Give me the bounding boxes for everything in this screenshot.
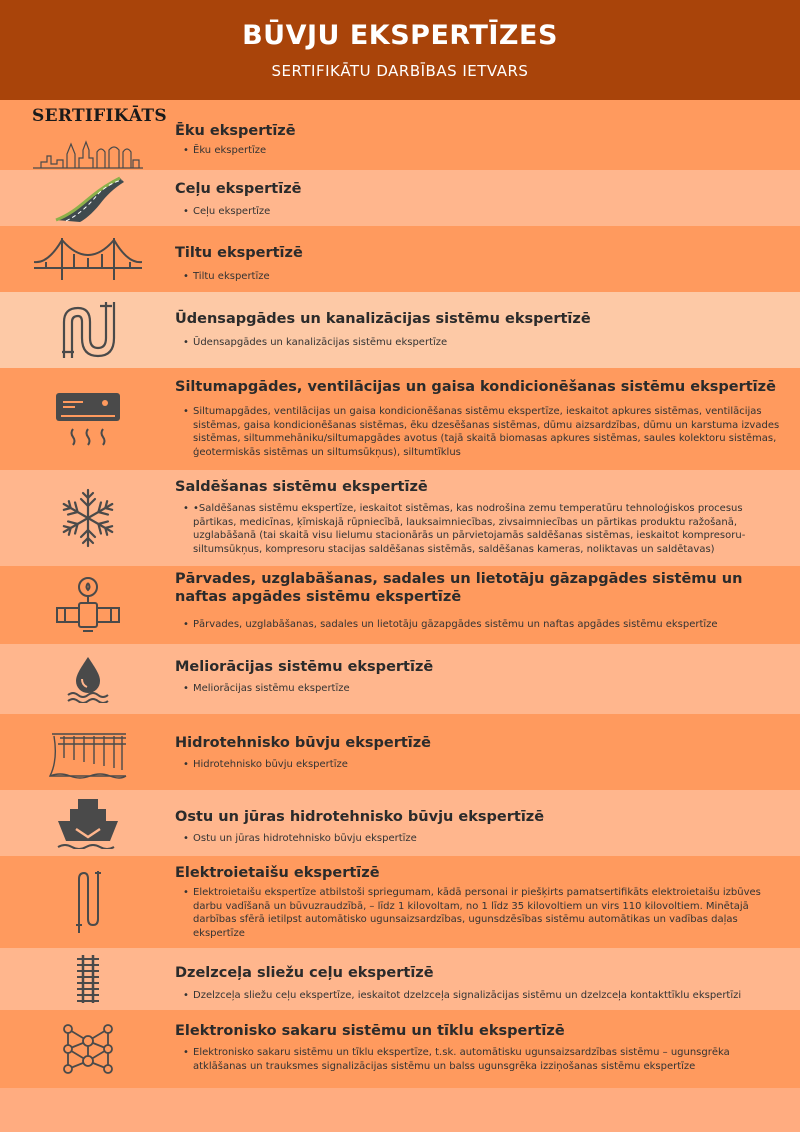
section-title: Dzelzceļa sliežu ceļu ekspertīzē	[175, 965, 434, 981]
section-title: Siltumapgādes, ventilācijas un gaisa kondicionēšanas sistēmu ekspertīzē	[175, 379, 776, 395]
section-text: • •Saldēšanas sistēmu ekspertīze, ieskaitot sistēmas, kas nodrošina zemu temperatūru tehnoloģiskos procesus pārtikas, medicīnas, ķīmiskajā rūpniecībā, lauksaimniecības, zivsaimniecības un pārtikas produktu ražošanā, uzglabāšanā (tai skaitā visu lielumu stacionārās un pārvietojamās saldēšanas sistēmas, ieskaitot kompresoru-siltumsūkņus, kompresoru stacijas saldēšanas sistēmās, saldēšanas kameras, noliktavas un saldētavas)	[183, 502, 784, 556]
section-row	[0, 856, 800, 948]
section-row	[0, 566, 800, 644]
section-row	[0, 226, 800, 292]
section-text: • Ēku ekspertīze	[183, 144, 784, 158]
air-conditioner-icon	[30, 368, 145, 470]
rail-track-icon	[30, 948, 145, 1010]
section-row	[0, 714, 800, 790]
section-title: Ēku ekspertīzē	[175, 123, 296, 139]
section-title: Elektroietaišu ekspertīzē	[175, 865, 380, 881]
section-row	[0, 170, 800, 226]
section-text: • Tiltu ekspertīze	[183, 270, 784, 284]
section-title: Pārvades, uzglabāšanas, sadales un lietotāju gāzapgādes sistēmu un naftas apgādes sistēmu ekspertīzē	[175, 571, 743, 605]
section-text: • Ceļu ekspertīze	[183, 205, 784, 219]
section-text: • Ūdensapgādes un kanalizācijas sistēmu ekspertīze	[183, 336, 784, 350]
section-title: Saldēšanas sistēmu ekspertīzē	[175, 479, 428, 495]
page-title: BŪVJU EKSPERTĪZES	[242, 20, 558, 51]
certificate-label: SERTIFIKĀTS	[32, 106, 167, 126]
section-row	[0, 368, 800, 470]
page-header	[0, 0, 800, 100]
section-title: Ceļu ekspertīzē	[175, 181, 302, 197]
bridge-icon	[30, 226, 145, 292]
section-text: • Elektroietaišu ekspertīze atbilstoši spriegumam, kādā personai ir piešķirts pamatsertifikāts elektroietaišu izbūves darbu vadīšanā un būvuzraudzībā, – līdz 1 kilovoltam, no 1 līdz 35 kilovoltiem un virs 110 kilovoltiem. Minētajā darbības sfērā ietilpst automātisko ugunsaizsardzības, ugunsdzēsības sistēmu automātikas un vadības daļas ekspertīze	[183, 886, 784, 940]
snowflake-icon	[30, 470, 145, 566]
ship-icon	[30, 790, 145, 856]
section-title: Ostu un jūras hidrotehnisko būvju ekspertīzē	[175, 809, 545, 825]
section-row	[0, 470, 800, 566]
section-text: • Meliorācijas sistēmu ekspertīze	[183, 682, 784, 696]
section-text: • Hidrotehnisko būvju ekspertīze	[183, 758, 784, 772]
road-icon	[30, 170, 145, 226]
section-title: Ūdensapgādes un kanalizācijas sistēmu ekspertīzē	[175, 311, 591, 327]
section-text: • Dzelzceļa sliežu ceļu ekspertīze, ieskaitot dzelzceļa signalizācijas sistēmu un dzelzceļa kontakttīklu ekspertīzi	[183, 989, 784, 1003]
section-row	[0, 790, 800, 856]
network-icon	[30, 1010, 145, 1088]
section-row	[0, 1010, 800, 1088]
section-text: • Siltumapgādes, ventilācijas un gaisa kondicionēšanas sistēmu ekspertīze, ieskaitot apkures sistēmas, ventilācijas sistēmas, gaisa kondicionēšanas sistēmas, ēku dzesēšanas sistēmas, dūmu aizsardzības, dūmu un karstuma izvades sistēmas, siltummehāniku/siltumapgādes avotus (tajā skaitā biomasas apkures sistēmas, saules kolektoru sistēmas, ģeotermiskās sistēmas un siltumsūkņus), siltumtīklus	[183, 405, 784, 459]
section-text: • Ostu un jūras hidrotehnisko būvju ekspertīze	[183, 832, 784, 846]
section-text: • Elektronisko sakaru sistēmu un tīklu ekspertīze, t.sk. automātisku ugunsaizsardzības sistēmu – ugunsgrēka atklāšanas un trauksmes signalizācijas sistēmu un balss ugunsgrēka izziņošanas sistēmu ekspertīze	[183, 1046, 784, 1073]
section-row	[0, 948, 800, 1010]
dam-icon	[30, 714, 145, 790]
section-title: Elektronisko sakaru sistēmu un tīklu ekspertīzē	[175, 1023, 565, 1039]
gas-pipe-icon	[30, 566, 145, 644]
section-title: Hidrotehnisko būvju ekspertīzē	[175, 735, 432, 751]
section-title: Tiltu ekspertīzē	[175, 245, 303, 261]
page-subtitle: SERTIFIKĀTU DARBĪBAS IETVARS	[271, 62, 529, 80]
water-drop-icon	[30, 644, 145, 714]
heating-element-icon	[30, 856, 145, 948]
section-title: Meliorācijas sistēmu ekspertīzē	[175, 659, 434, 675]
section-row	[0, 292, 800, 368]
section-text: • Pārvades, uzglabāšanas, sadales un lietotāju gāzapgādes sistēmu un naftas apgādes sistēmu ekspertīze	[183, 618, 784, 632]
pipes-icon	[30, 292, 145, 368]
section-row	[0, 644, 800, 714]
